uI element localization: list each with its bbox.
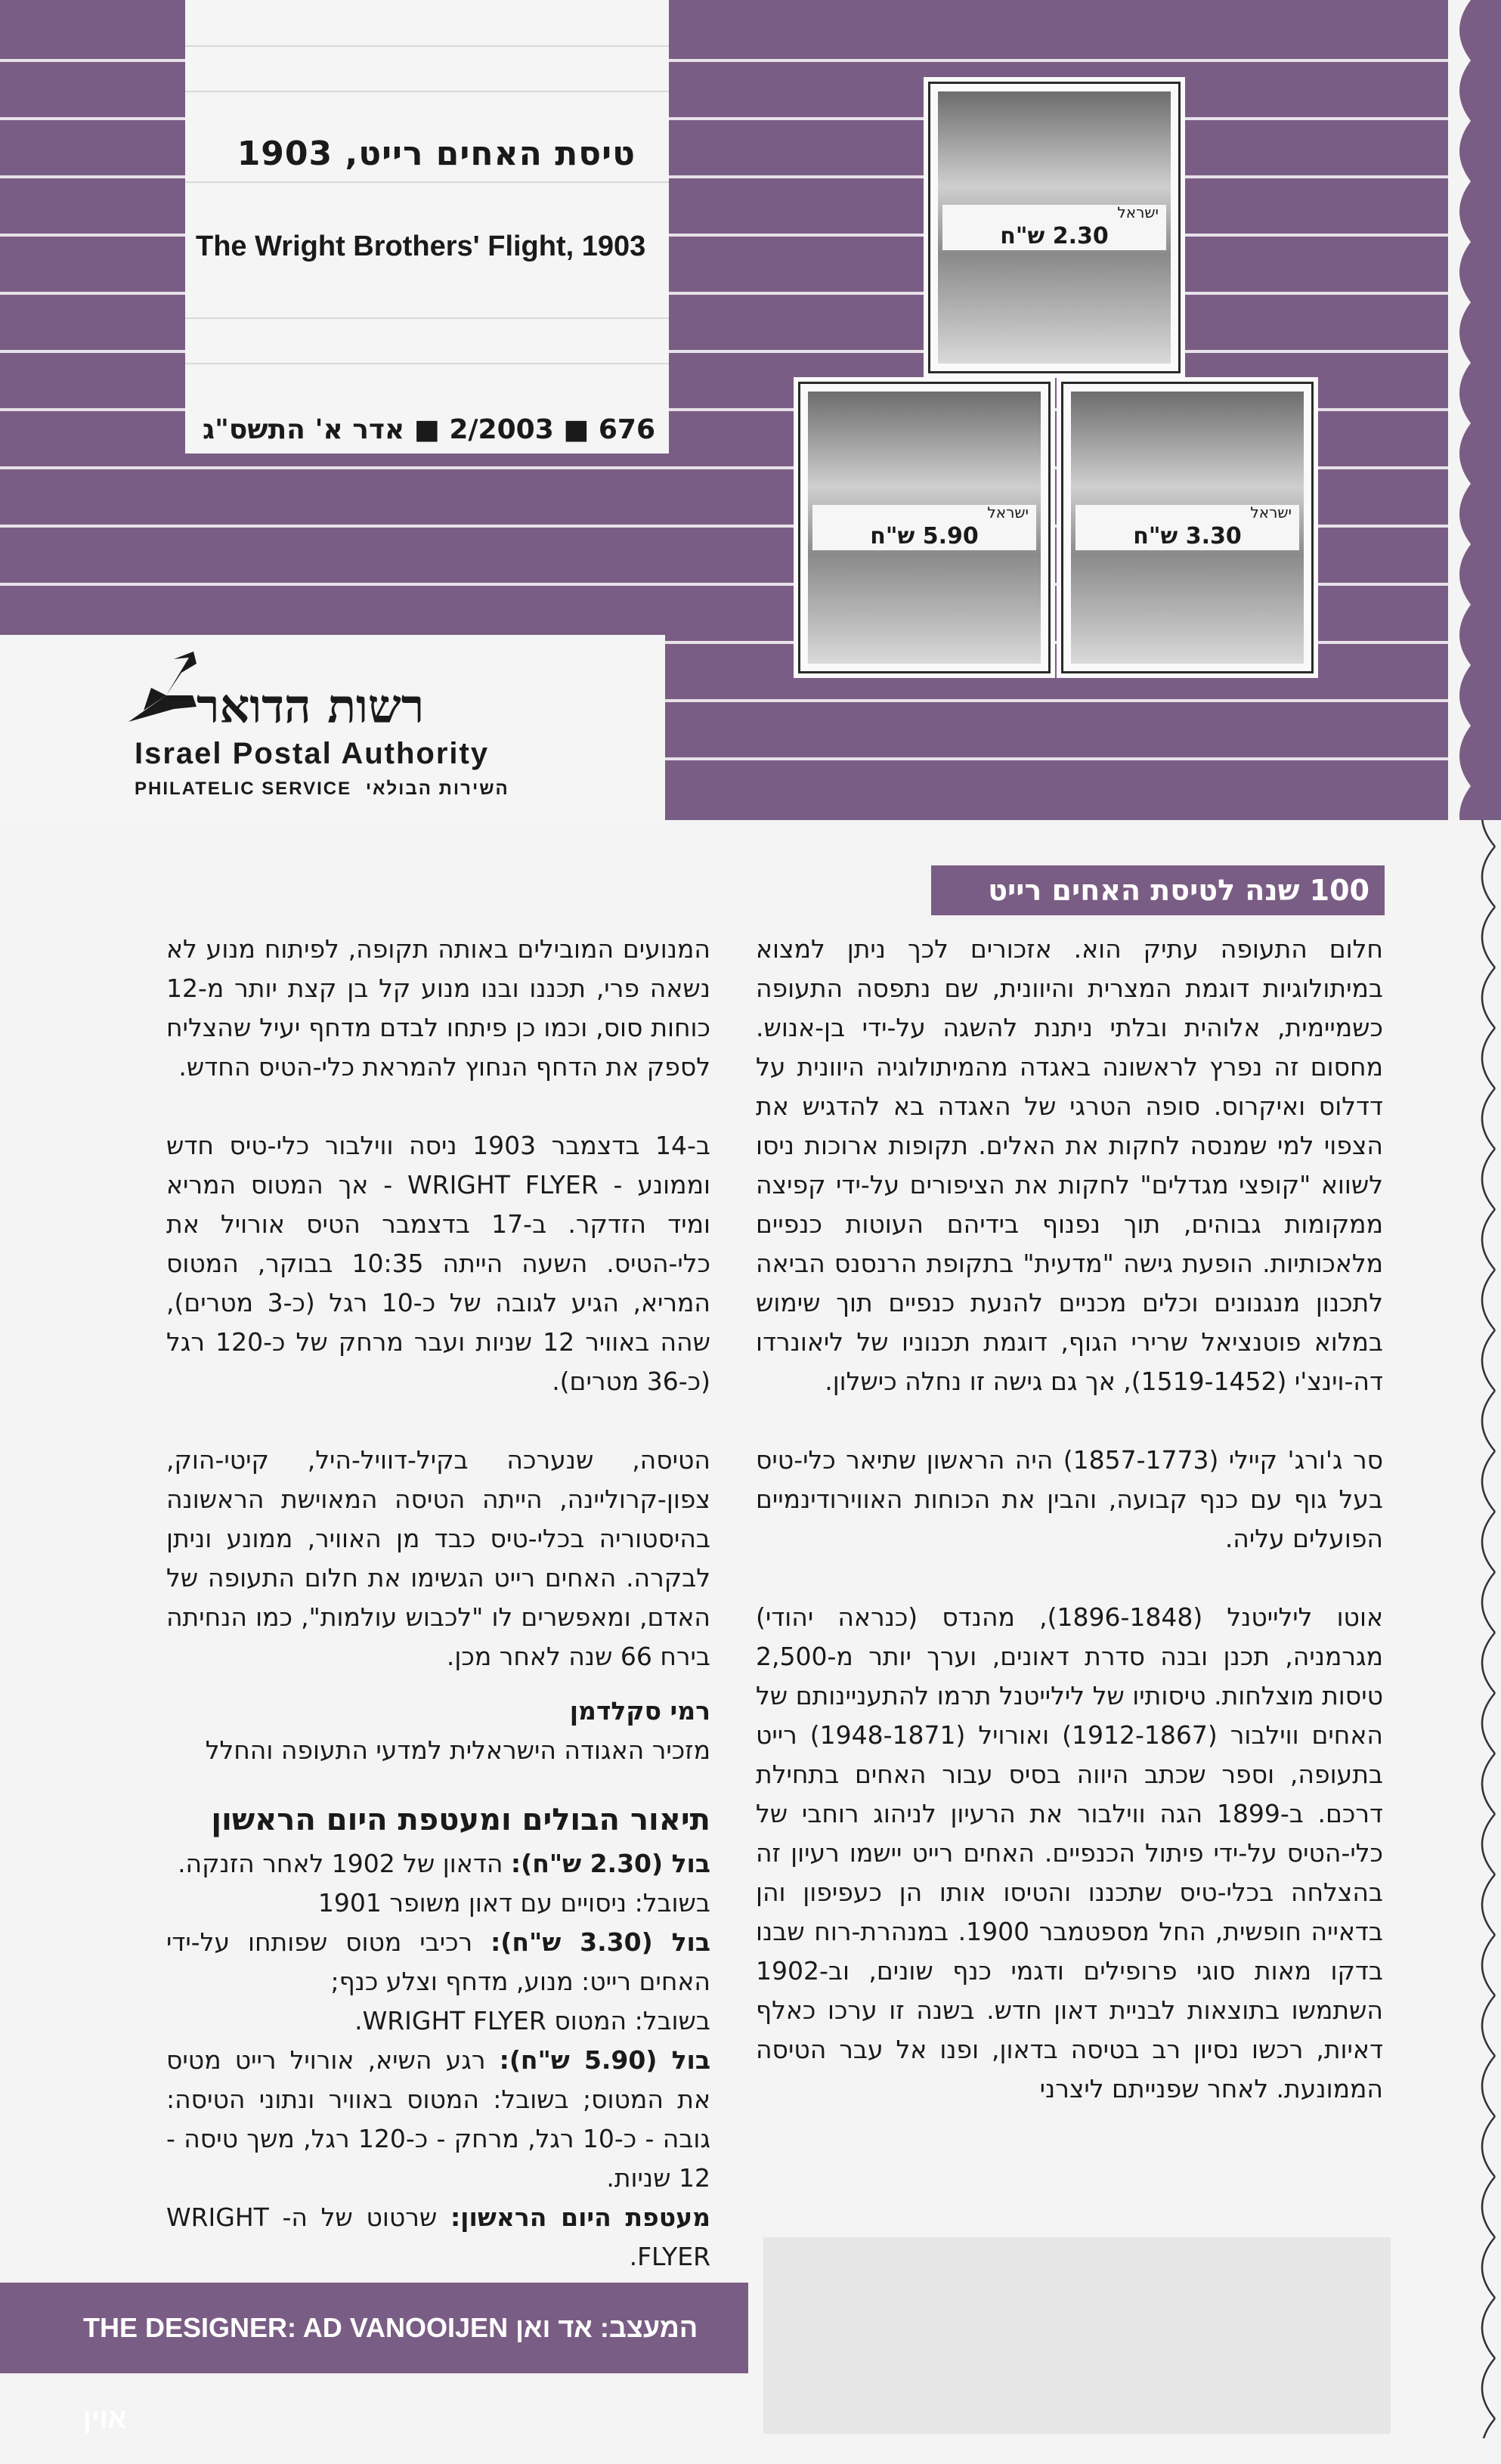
- stamp-country: ישראל: [1117, 203, 1159, 221]
- issue-info: 676 ■ 2/2003 ■ אדר א' התשס"ג: [202, 414, 655, 445]
- stamp-value: 5.90 ש"ח: [870, 522, 979, 549]
- stamp-tab-2: בשובל: המטוס WRIGHT FLYER.: [354, 2006, 710, 2035]
- article-paragraph: אוטו לילייטנל (1896-1848), מהנדס (כנראה יהודי) מגרמניה, תכנן ובנה סדרת דאונים, וערך יותר מ-2,500 טיסות מוצלחות. טיסותיו של לילייטנל תרמו להתעניינותם של האחים ווילבור (1912-1867) ואורויל (1948-1871) רייט בתעופה, וספר שכתב היווה בסיס עבור האחים בתחילת דרכם. ב-1899 הגה ווילבור את הרעיון לניהוג רוחבי של כלי-הטיס על-ידי פיתול הכנפיים. האחים רייט יישמו רעיון זה בהצלחה בכלי-טיס שתכננו והטיסו אותו הן כעפיפון והן בדאייה חופשית, החל מספטמבר 1900. במנהרת-רוח שבנו בדקו מאות סוגי פרופילים ודגמי כנף שונים, וב-1902 השתמשו בתוצאות לבניית דאון חדש. בשנה זו ערכו כאלף דאיות, רכשו נסיון רב בטיסה בדאון, ופנו אל עבר הטיסה הממונעת. לאחר שפנייתם ליצרני: [756, 1602, 1384, 2103]
- designer-credit: THE DESIGNER: AD VANOOIJEN המעצב: אד ואן אוין: [0, 2283, 748, 2373]
- stamp-country: ישראל: [987, 503, 1029, 522]
- stamp-desc-1: בול (2.30 ש"ח): הדאון של 1902 לאחר הזנקה.: [178, 1849, 710, 1878]
- stamps-description-heading: תיאור הבולים ומעטפת היום הראשון: [211, 1803, 710, 1837]
- stamp-5-90: [798, 382, 1051, 673]
- article-paragraph: ב-14 בדצמבר 1903 ניסה ווילבור כלי-טיס חדש וממונע - WRIGHT FLYER - אך המטוס המריא ומיד הזדקר. ב-17 בדצמבר הטיס אורויל את כלי-הטיס. השעה הייתה 10:35 בבוקר, המטוס המריא, הגיע לגובה של כ-10 רגל (כ-3 מטרים), שהה באוויר 12 שניות ועבר מרחק של כ-120 רגל (כ-36 מטרים).: [166, 1131, 711, 1396]
- stamp-3-30: [1061, 382, 1314, 673]
- scalloped-edge: [1448, 0, 1501, 2438]
- stamp-country: ישראל: [1250, 503, 1292, 522]
- authority-name-hebrew: רשות הדואר: [197, 679, 425, 734]
- author-title: מזכיר האגודה הישראלית למדעי התעופה והחלל: [205, 1735, 710, 1765]
- article-paragraph: המנועים המובילים באותה תקופה, לפיתוח מנוע לא נשאה פרי, תכננו ובנו מנוע קל בן קצת יותר מ-12 כוחות סוס, וכמו כן פיתחו לבדם מדחף יעיל שהצליח לספק את הדחף הנחוץ להמראת כלי-הטיס החדש.: [166, 934, 710, 1082]
- stamp-2-30: [928, 82, 1181, 373]
- deer-logo-icon: [121, 650, 204, 733]
- service-hebrew: השירות הבולאי: [365, 779, 509, 799]
- stamp-desc-2: בול (3.30 ש"ח): רכיבי מטוס שפותחו על-ידי האחים רייט: מנוע, מדחף וצלע כנף;: [166, 1927, 710, 1996]
- faded-backprint: [763, 2237, 1391, 2434]
- authority-name-english: Israel Postal Authority: [135, 737, 490, 770]
- authority-logo-block: [0, 635, 665, 820]
- article-right-column: [756, 930, 1383, 2148]
- page-title-hebrew: טיסת האחים רייט, 1903: [237, 135, 636, 173]
- article-left-column: [166, 930, 710, 2277]
- stamp-value: 2.30 ש"ח: [1000, 222, 1109, 249]
- philatelic-service: [135, 779, 509, 800]
- page-title-english: The Wright Brothers' Flight, 1903: [196, 231, 646, 262]
- fdc-desc: מעטפת היום הראשון: שרטוט של ה- WRIGHT FLYER.: [166, 2202, 710, 2271]
- article-paragraph: סר ג'ורג' קיילי (1857-1773) היה הראשון שתיאר כלי-טיס בעל גוף עם כנף קבועה, והבין את הכוחות האווירודינמיים הפועלים עליה.: [756, 1445, 1383, 1553]
- stamp-tab-1: בשובל: ניסויים עם דאון משופר 1901: [317, 1888, 710, 1918]
- author-name: רמי סקלדמן: [569, 1696, 710, 1726]
- service-english: PHILATELIC SERVICE: [135, 779, 352, 799]
- article-heading: 100 שנה לטיסת האחים רייט: [931, 865, 1385, 915]
- stamp-value: 3.30 ש"ח: [1133, 522, 1242, 549]
- article-paragraph: הטיסה, שנערכה בקיל-דוויל-היל, קיטי-הוק, צפון-קרוליינה, הייתה הטיסה המאוישת הראשונה בהיסטוריה בכלי-טיס כבד מן האוויר, ממונע וניתן לבקרה. האחים רייט הגשימו את חלום התעופה של האדם, ומאפשרים לו "לכבוש עולמות", כמו הנחיתה בירח 66 שנה לאחר מכן.: [166, 1445, 710, 1671]
- stamp-desc-3: בול (5.90 ש"ח): רגע השיא, אורויל רייט מטיס את המטוס; בשובל: המטוס באוויר ונתוני הטיסה: גובה - כ-10 רגל, מרחק - כ-120 רגל, משך טיסה - 12 שניות.: [166, 2045, 710, 2193]
- article-paragraph: חלום התעופה עתיק הוא. אזכורים לכך ניתן למצוא במיתולוגיות דוגמת המצרית והיוונית, שם נתפסה התעופה כשמיימית, אלוהית ובלתי ניתנת להשגה על-ידי בן-אנוש. מחסום זה נפרץ לראשונה באגדה מהמיתולוגיה היוונית על דדלוס ואיקרוס. סופה הטרגי של האגדה בא להדגיש את הצפוי למי שמנסה לחקות את האלים. תקופות ארוכות ניסו לשווא "קופצי מגדלים" לחקות את הציפורים על-ידי קפיצה ממקומות גבוהים, תוך נפנוף בידיהם העוטות כנפיים מלאכותיות. הופעת גישה "מדעית" בתקופת הרנסנס הביאה לתכנון מנגנונים וכלים מכניים להנעת כנפיים תוך שימוש במלוא פוטנציאל שרירי הגוף, דוגמת תכנוניו של ליאונרדו דה-וינצ'י (1519-1452), אך גם גישה זו נחלה כישלון.: [756, 934, 1383, 1396]
- title-panel: [185, 0, 669, 453]
